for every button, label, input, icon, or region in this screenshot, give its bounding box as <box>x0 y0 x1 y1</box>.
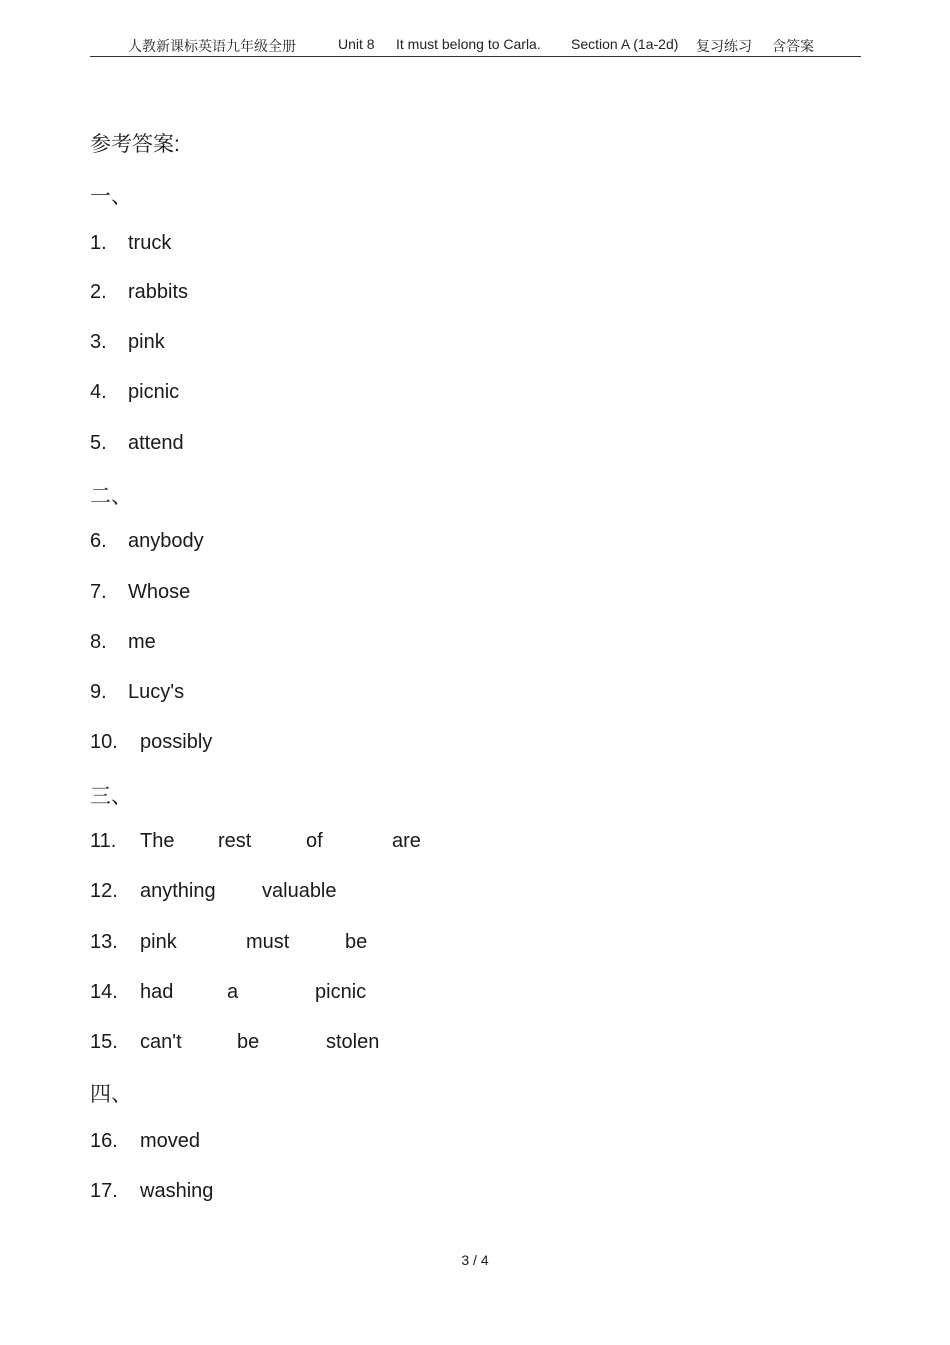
header-unit: Unit 8 <box>338 36 375 52</box>
answer-word: must <box>246 931 290 953</box>
answer-number: 7. <box>90 581 107 603</box>
answer-word: pink <box>140 931 177 953</box>
header-answers: 含答案 <box>772 38 814 54</box>
answer-word: truck <box>128 232 172 254</box>
answer-number: 4. <box>90 381 107 403</box>
header-practice: 复习练习 <box>696 38 752 54</box>
page-number: 3 / 4 <box>461 1252 489 1268</box>
page-title: 参考答案: <box>90 133 180 156</box>
answer-number: 10. <box>90 731 118 753</box>
answer-number: 16. <box>90 1130 118 1152</box>
answer-word: picnic <box>128 381 180 403</box>
answer-word: Lucy's <box>128 681 185 703</box>
answer-word: stolen <box>326 1031 380 1053</box>
section-heading-2: 二、 <box>90 485 132 508</box>
answer-word: moved <box>140 1130 201 1152</box>
answer-number: 15. <box>90 1031 118 1053</box>
answer-word: had <box>140 981 174 1003</box>
answer-word: pink <box>128 331 165 353</box>
header-lesson: It must belong to Carla. <box>396 36 541 52</box>
answer-word: rest <box>218 830 252 852</box>
section-heading-1: 一、 <box>90 185 132 208</box>
answer-number: 6. <box>90 530 107 552</box>
page-header <box>90 34 861 57</box>
answer-word: are <box>392 830 421 852</box>
answer-word: rabbits <box>128 281 189 303</box>
answer-number: 12. <box>90 880 118 902</box>
answer-number: 2. <box>90 281 107 303</box>
answer-word: be <box>345 931 368 953</box>
answer-number: 11. <box>90 830 117 852</box>
answer-word: anything <box>140 880 216 902</box>
answer-word: picnic <box>315 981 367 1003</box>
answer-number: 9. <box>90 681 107 703</box>
answer-number: 13. <box>90 931 118 953</box>
answer-word: can't <box>140 1031 182 1053</box>
answer-word: washing <box>140 1180 214 1202</box>
section-heading-3: 三、 <box>90 785 132 808</box>
answer-word: of <box>306 830 323 852</box>
answer-word: The <box>140 830 175 852</box>
answer-word: be <box>237 1031 260 1053</box>
answer-word: me <box>128 631 156 653</box>
answer-number: 5. <box>90 432 107 454</box>
answer-number: 8. <box>90 631 107 653</box>
answer-word: possibly <box>140 731 213 753</box>
section-heading-4: 四、 <box>90 1083 132 1106</box>
answer-word: anybody <box>128 530 204 552</box>
answer-number: 14. <box>90 981 118 1003</box>
header-book: 人教新课标英语九年级全册 <box>128 38 296 54</box>
answer-word: Whose <box>128 581 191 603</box>
answer-number: 1. <box>90 232 107 254</box>
header-section: Section A (1a-2d) <box>571 36 679 52</box>
answer-word: attend <box>128 432 184 454</box>
answer-number: 3. <box>90 331 107 353</box>
answer-number: 17. <box>90 1180 118 1202</box>
answer-word: valuable <box>262 880 337 902</box>
answer-word: a <box>227 981 239 1003</box>
